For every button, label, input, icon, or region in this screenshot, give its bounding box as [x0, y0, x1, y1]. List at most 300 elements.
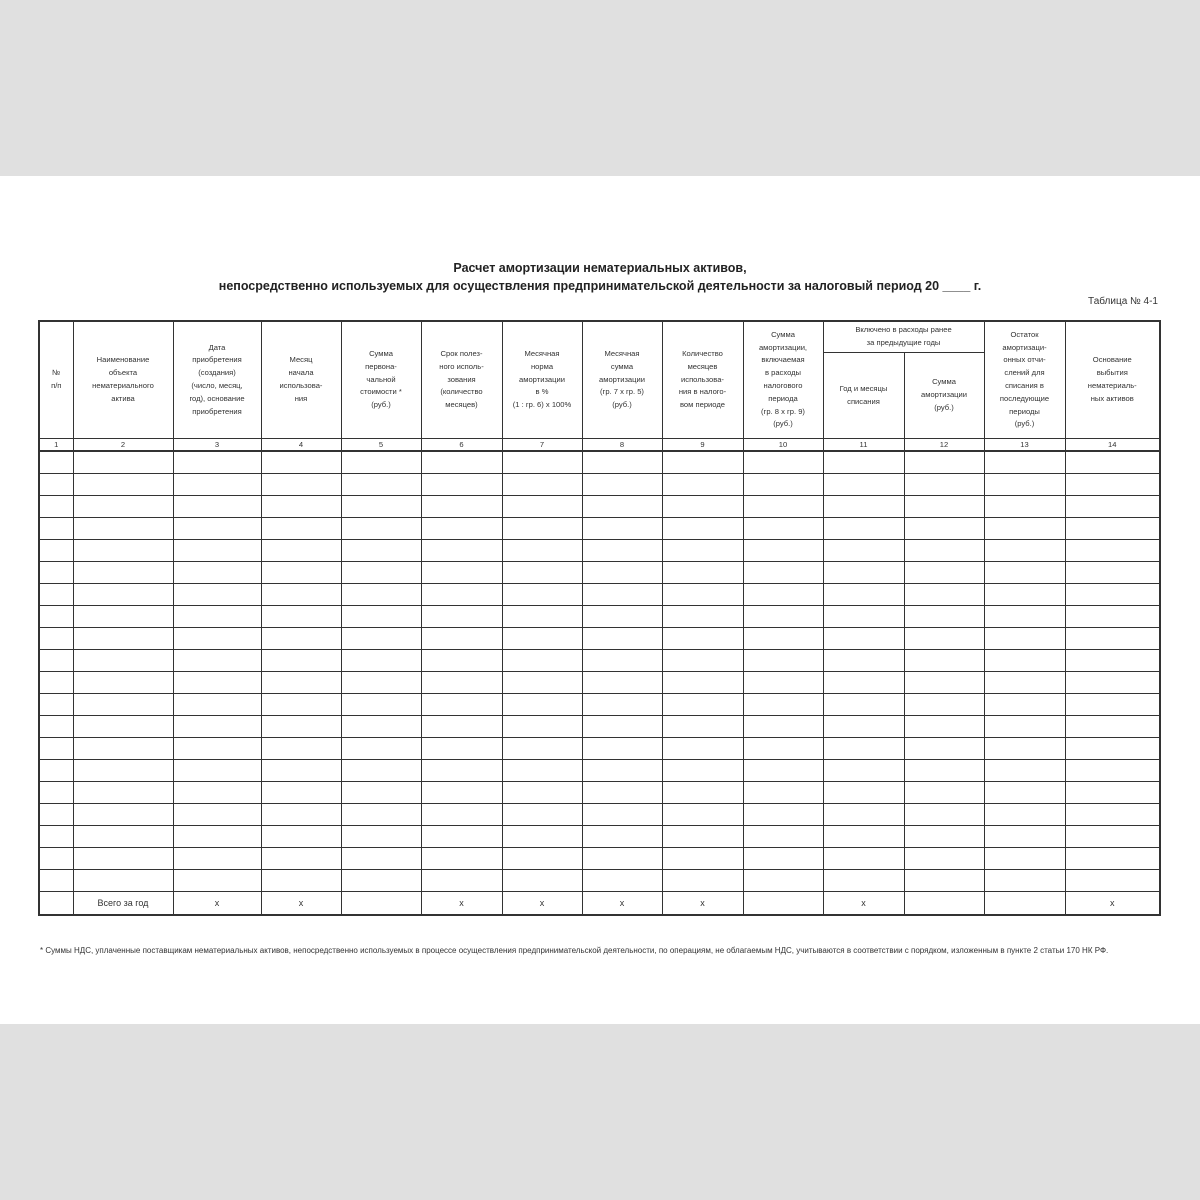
table-row-cell-13 [984, 496, 1065, 518]
table-row-cell-7 [502, 738, 582, 760]
table-row-cell-8 [582, 716, 662, 738]
table-row-cell-9 [662, 672, 743, 694]
table-row-cell-12 [904, 518, 984, 540]
column-number-row-cell-12: 12 [904, 439, 984, 452]
table-row-cell-4 [261, 848, 341, 870]
table-row-cell-11 [823, 584, 904, 606]
table-row-cell-8 [582, 451, 662, 474]
table-row-cell-4 [261, 451, 341, 474]
table-row-cell-1 [39, 782, 73, 804]
table-row-cell-1 [39, 804, 73, 826]
table-row-cell-1 [39, 606, 73, 628]
table-row-cell-6 [421, 848, 502, 870]
table-row-cell-7 [502, 474, 582, 496]
table-row-cell-2 [73, 870, 173, 892]
table-row-cell-10 [743, 870, 823, 892]
table-row-cell-12 [904, 760, 984, 782]
total-row-cell-2: Всего за год [73, 892, 173, 916]
table-row-cell-1 [39, 738, 73, 760]
table-row-cell-14 [1065, 496, 1160, 518]
table-row-cell-8 [582, 848, 662, 870]
total-row-cell-6: х [421, 892, 502, 916]
table-row-cell-14 [1065, 584, 1160, 606]
table-row-cell-5 [341, 870, 421, 892]
table-row-cell-10 [743, 562, 823, 584]
table-row [39, 650, 1160, 672]
total-row [39, 892, 1160, 916]
table-row-cell-1 [39, 826, 73, 848]
table-row-cell-6 [421, 650, 502, 672]
header-cell-11: Год и месяцы списания [823, 353, 904, 439]
table-row-cell-8 [582, 584, 662, 606]
table-row-cell-13 [984, 628, 1065, 650]
table-row-cell-12 [904, 584, 984, 606]
table-row-cell-6 [421, 474, 502, 496]
table-row-cell-6 [421, 738, 502, 760]
column-number-row-cell-13: 13 [984, 439, 1065, 452]
header-group-previous-years: Включено в расходы ранее за предыдущие годы [823, 321, 984, 353]
table-row-cell-7 [502, 451, 582, 474]
table-row-cell-14 [1065, 826, 1160, 848]
table-row-cell-1 [39, 474, 73, 496]
table-row-cell-4 [261, 870, 341, 892]
column-number-row-cell-7: 7 [502, 439, 582, 452]
table-row-cell-8 [582, 760, 662, 782]
table-row-cell-8 [582, 650, 662, 672]
table-row-cell-9 [662, 628, 743, 650]
table-row-cell-10 [743, 716, 823, 738]
table-row-cell-6 [421, 584, 502, 606]
table-row-cell-2 [73, 694, 173, 716]
table-row-cell-2 [73, 518, 173, 540]
table-row-cell-9 [662, 496, 743, 518]
column-number-row-cell-1: 1 [39, 439, 73, 452]
table-row-cell-7 [502, 694, 582, 716]
table-row-cell-6 [421, 782, 502, 804]
table-row-cell-1 [39, 562, 73, 584]
table-row-cell-4 [261, 562, 341, 584]
table-row-cell-13 [984, 826, 1065, 848]
table-row-cell-4 [261, 782, 341, 804]
table-row-cell-1 [39, 694, 73, 716]
table-row-cell-12 [904, 650, 984, 672]
table-row-cell-14 [1065, 518, 1160, 540]
table-row-cell-5 [341, 628, 421, 650]
table-row-cell-12 [904, 474, 984, 496]
table-row-cell-13 [984, 848, 1065, 870]
table-row-cell-12 [904, 562, 984, 584]
table-row-cell-9 [662, 870, 743, 892]
table-row-cell-13 [984, 870, 1065, 892]
table-row-cell-2 [73, 782, 173, 804]
table-row [39, 474, 1160, 496]
table-row-cell-12 [904, 540, 984, 562]
table-row-cell-11 [823, 650, 904, 672]
table-row [39, 518, 1160, 540]
table-row-cell-10 [743, 540, 823, 562]
table-row [39, 451, 1160, 474]
table-row-cell-7 [502, 540, 582, 562]
table-row-cell-7 [502, 650, 582, 672]
table-row-cell-7 [502, 782, 582, 804]
table-row-cell-9 [662, 782, 743, 804]
table-row-cell-9 [662, 584, 743, 606]
table-row-cell-14 [1065, 650, 1160, 672]
header-cell-2: Наименование объекта нематериального актива [73, 321, 173, 439]
total-row-cell-14: х [1065, 892, 1160, 916]
table-row-cell-3 [173, 760, 261, 782]
table-row-cell-8 [582, 782, 662, 804]
table-row-cell-12 [904, 672, 984, 694]
table-row-cell-5 [341, 474, 421, 496]
table-row-cell-4 [261, 474, 341, 496]
table-row [39, 496, 1160, 518]
table-row-cell-5 [341, 782, 421, 804]
table-row-cell-13 [984, 672, 1065, 694]
table-row-cell-8 [582, 606, 662, 628]
table-row-cell-13 [984, 451, 1065, 474]
table-row-cell-4 [261, 496, 341, 518]
table-row-cell-2 [73, 804, 173, 826]
table-row-cell-12 [904, 870, 984, 892]
table-row-cell-3 [173, 540, 261, 562]
table-row-cell-7 [502, 606, 582, 628]
table-row-cell-12 [904, 738, 984, 760]
table-row-cell-5 [341, 540, 421, 562]
table-row-cell-9 [662, 694, 743, 716]
table-row-cell-14 [1065, 474, 1160, 496]
table-row-cell-11 [823, 760, 904, 782]
table-row-cell-2 [73, 474, 173, 496]
table-row [39, 848, 1160, 870]
table-row-cell-4 [261, 694, 341, 716]
table-row-cell-7 [502, 672, 582, 694]
table-row-cell-11 [823, 738, 904, 760]
table-row-cell-2 [73, 562, 173, 584]
table-number: Таблица № 4-1 [1088, 296, 1158, 307]
table-row-cell-5 [341, 848, 421, 870]
table-row-cell-10 [743, 650, 823, 672]
table-row-cell-6 [421, 562, 502, 584]
table-row-cell-2 [73, 826, 173, 848]
table-row-cell-5 [341, 694, 421, 716]
table-row-cell-3 [173, 694, 261, 716]
table-row-cell-2 [73, 848, 173, 870]
table-row-cell-14 [1065, 451, 1160, 474]
table-row-cell-3 [173, 848, 261, 870]
table-row-cell-2 [73, 606, 173, 628]
table-row-cell-5 [341, 804, 421, 826]
table-row-cell-7 [502, 562, 582, 584]
table-row-cell-10 [743, 451, 823, 474]
column-number-row-cell-14: 14 [1065, 439, 1160, 452]
table-row-cell-10 [743, 518, 823, 540]
table-row-cell-9 [662, 804, 743, 826]
table-row-cell-13 [984, 518, 1065, 540]
table-row-cell-6 [421, 628, 502, 650]
table-row-cell-6 [421, 804, 502, 826]
table-row-cell-9 [662, 562, 743, 584]
footnote: * Суммы НДС, уплаченные поставщикам нематериальных активов, непосредственно используемых в процессе осуществления предпринимательской деятельности, по операциям, не облагаемым НДС, учитываются в соответствии с порядком, изложенным в пункте 2 статьи 170 НК РФ. [40, 946, 1109, 955]
table-row-cell-6 [421, 451, 502, 474]
table-row-cell-14 [1065, 804, 1160, 826]
table-row-cell-7 [502, 826, 582, 848]
table-row [39, 672, 1160, 694]
table-row-cell-13 [984, 562, 1065, 584]
table-row-cell-14 [1065, 782, 1160, 804]
table-row-cell-9 [662, 716, 743, 738]
document-page [0, 176, 1200, 1024]
document-title-line-2: непосредственно используемых для осуществления предпринимательской деятельности за налоговый период 20 ____ г. [218, 279, 982, 293]
table-row-cell-1 [39, 540, 73, 562]
table-row-cell-2 [73, 451, 173, 474]
table-row-cell-8 [582, 628, 662, 650]
table-row-cell-7 [502, 496, 582, 518]
table-row-cell-11 [823, 804, 904, 826]
table-row-cell-6 [421, 716, 502, 738]
header-cell-5: Сумма первона- чальной стоимости * (руб.) [341, 321, 421, 439]
table-row [39, 826, 1160, 848]
table-row-cell-6 [421, 760, 502, 782]
table-row-cell-4 [261, 584, 341, 606]
table-row-cell-5 [341, 716, 421, 738]
table-row-cell-2 [73, 628, 173, 650]
table-row-cell-1 [39, 870, 73, 892]
total-row-cell-10 [743, 892, 823, 916]
table-row-cell-12 [904, 628, 984, 650]
table-row-cell-11 [823, 870, 904, 892]
total-row-cell-1 [39, 892, 73, 916]
table-row-cell-7 [502, 628, 582, 650]
total-row-cell-7: х [502, 892, 582, 916]
table-row-cell-11 [823, 716, 904, 738]
table-row-cell-14 [1065, 716, 1160, 738]
table-row-cell-8 [582, 826, 662, 848]
table-row-cell-6 [421, 672, 502, 694]
table-row-cell-8 [582, 738, 662, 760]
table-row-cell-1 [39, 760, 73, 782]
table-row-cell-11 [823, 628, 904, 650]
table-row-cell-3 [173, 518, 261, 540]
table-row-cell-11 [823, 474, 904, 496]
table-row-cell-11 [823, 451, 904, 474]
column-number-row-cell-5: 5 [341, 439, 421, 452]
header-cell-12: Сумма амортизации (руб.) [904, 353, 984, 439]
header-cell-4: Месяц начала использова- ния [261, 321, 341, 439]
table-row-cell-14 [1065, 540, 1160, 562]
table-row-cell-14 [1065, 628, 1160, 650]
total-row-cell-12 [904, 892, 984, 916]
table-row-cell-3 [173, 650, 261, 672]
table-row-cell-7 [502, 870, 582, 892]
table-row-cell-3 [173, 474, 261, 496]
table-row-cell-12 [904, 606, 984, 628]
table-row-cell-3 [173, 451, 261, 474]
table-row-cell-8 [582, 562, 662, 584]
table-row-cell-4 [261, 672, 341, 694]
table-row [39, 782, 1160, 804]
table-row-cell-4 [261, 518, 341, 540]
table-row-cell-10 [743, 738, 823, 760]
table-row-cell-3 [173, 562, 261, 584]
table-row-cell-9 [662, 760, 743, 782]
table-row-cell-4 [261, 628, 341, 650]
table-row-cell-7 [502, 716, 582, 738]
table-row-cell-13 [984, 584, 1065, 606]
table-row-cell-12 [904, 804, 984, 826]
table-row-cell-14 [1065, 870, 1160, 892]
total-row-cell-5 [341, 892, 421, 916]
table-row-cell-5 [341, 826, 421, 848]
table-row-cell-13 [984, 782, 1065, 804]
table-row-cell-5 [341, 738, 421, 760]
table-row-cell-3 [173, 870, 261, 892]
table-row-cell-11 [823, 694, 904, 716]
table-row-cell-11 [823, 496, 904, 518]
table-row [39, 628, 1160, 650]
table-row-cell-1 [39, 451, 73, 474]
table-row-cell-1 [39, 650, 73, 672]
table-row-cell-9 [662, 474, 743, 496]
column-number-row [39, 439, 1160, 452]
table-row [39, 584, 1160, 606]
document-title-line-1: Расчет амортизации нематериальных активов, [453, 261, 747, 275]
header-cell-14: Основание выбытия нематериаль- ных активов [1065, 321, 1160, 439]
table-row-cell-1 [39, 628, 73, 650]
table-row-cell-6 [421, 496, 502, 518]
table-row-cell-7 [502, 518, 582, 540]
table-row-cell-8 [582, 694, 662, 716]
table-row-cell-13 [984, 716, 1065, 738]
total-row-cell-8: х [582, 892, 662, 916]
total-row-cell-3: х [173, 892, 261, 916]
table-row [39, 606, 1160, 628]
table-row-cell-10 [743, 606, 823, 628]
table-row-cell-4 [261, 716, 341, 738]
table-row-cell-5 [341, 451, 421, 474]
table-row-cell-14 [1065, 760, 1160, 782]
table-row-cell-13 [984, 650, 1065, 672]
table-row-cell-4 [261, 606, 341, 628]
table-row-cell-6 [421, 694, 502, 716]
table-row-cell-5 [341, 496, 421, 518]
column-number-row-cell-9: 9 [662, 439, 743, 452]
table-row-cell-14 [1065, 562, 1160, 584]
table-row-cell-3 [173, 628, 261, 650]
table-row-cell-11 [823, 606, 904, 628]
table-row-cell-6 [421, 518, 502, 540]
table-row-cell-5 [341, 606, 421, 628]
table-row-cell-14 [1065, 738, 1160, 760]
header-cell-10: Сумма амортизации, включаемая в расходы налогового периода (гр. 8 х гр. 9) (руб.) [743, 321, 823, 439]
header-cell-9: Количество месяцев использова- ния в налого- вом периоде [662, 321, 743, 439]
table-row-cell-2 [73, 584, 173, 606]
column-number-row-cell-10: 10 [743, 439, 823, 452]
table-row-cell-12 [904, 496, 984, 518]
table-row-cell-9 [662, 606, 743, 628]
table-row-cell-6 [421, 540, 502, 562]
table-row-cell-10 [743, 496, 823, 518]
table-row-cell-3 [173, 606, 261, 628]
table-row-cell-10 [743, 760, 823, 782]
header-cell-7: Месячная норма амортизации в % (1 : гр. 6) х 100% [502, 321, 582, 439]
table-row-cell-4 [261, 760, 341, 782]
table-row-cell-8 [582, 672, 662, 694]
table-row-cell-12 [904, 848, 984, 870]
total-row-cell-9: х [662, 892, 743, 916]
table-row-cell-3 [173, 716, 261, 738]
table-row-cell-1 [39, 716, 73, 738]
table-row-cell-2 [73, 496, 173, 518]
table-row [39, 562, 1160, 584]
table-row-cell-1 [39, 496, 73, 518]
table-row-cell-13 [984, 474, 1065, 496]
table-row-cell-10 [743, 672, 823, 694]
table-row-cell-12 [904, 694, 984, 716]
column-number-row-cell-8: 8 [582, 439, 662, 452]
table-row-cell-11 [823, 848, 904, 870]
table-row-cell-4 [261, 826, 341, 848]
table-row-cell-8 [582, 870, 662, 892]
header-cell-6: Срок полез- ного исполь- зования (количество месяцев) [421, 321, 502, 439]
table-row-cell-12 [904, 782, 984, 804]
table-row-cell-8 [582, 540, 662, 562]
table-row-cell-2 [73, 716, 173, 738]
table-row-cell-2 [73, 540, 173, 562]
table-row-cell-9 [662, 848, 743, 870]
table-row-cell-1 [39, 518, 73, 540]
table-row-cell-10 [743, 782, 823, 804]
table-row [39, 540, 1160, 562]
table-row-cell-13 [984, 738, 1065, 760]
header-cell-8: Месячная сумма амортизации (гр. 7 х гр. 5) (руб.) [582, 321, 662, 439]
table-row-cell-10 [743, 628, 823, 650]
table-row-cell-13 [984, 606, 1065, 628]
table-row-cell-1 [39, 672, 73, 694]
table-row-cell-12 [904, 826, 984, 848]
table-row-cell-4 [261, 650, 341, 672]
table-row-cell-3 [173, 782, 261, 804]
table-row-cell-13 [984, 540, 1065, 562]
table-row-cell-10 [743, 848, 823, 870]
table-row-cell-3 [173, 496, 261, 518]
table-row-cell-13 [984, 694, 1065, 716]
table-row-cell-14 [1065, 848, 1160, 870]
header-cell-3: Дата приобретения (создания) (число, месяц, год), основание приобретения [173, 321, 261, 439]
table-row-cell-14 [1065, 606, 1160, 628]
table-row [39, 760, 1160, 782]
table-row-cell-2 [73, 672, 173, 694]
total-row-cell-11: х [823, 892, 904, 916]
table-row-cell-14 [1065, 694, 1160, 716]
table-row-cell-11 [823, 518, 904, 540]
table-row-cell-11 [823, 826, 904, 848]
table-row-cell-1 [39, 584, 73, 606]
table-row [39, 804, 1160, 826]
table-row-cell-6 [421, 606, 502, 628]
table-row-cell-3 [173, 672, 261, 694]
table-row-cell-8 [582, 474, 662, 496]
table-row-cell-3 [173, 584, 261, 606]
table-row-cell-5 [341, 672, 421, 694]
table-row-cell-10 [743, 804, 823, 826]
table-row-cell-10 [743, 474, 823, 496]
total-row-cell-4: х [261, 892, 341, 916]
table-row-cell-5 [341, 650, 421, 672]
table-row-cell-10 [743, 826, 823, 848]
table-row-cell-8 [582, 518, 662, 540]
table-row-cell-14 [1065, 672, 1160, 694]
